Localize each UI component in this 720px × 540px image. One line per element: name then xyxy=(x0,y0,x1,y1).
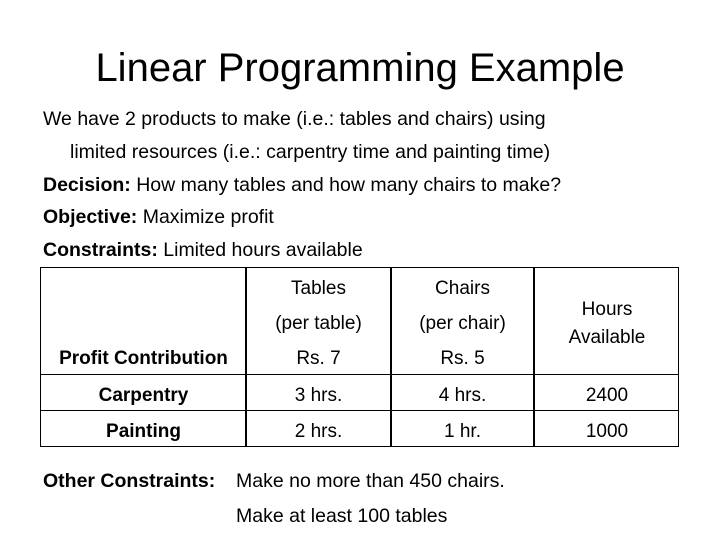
resource-table xyxy=(40,267,679,447)
cell-carpentry-chairs: 4 hrs. xyxy=(438,385,487,406)
header-hours: Hours xyxy=(581,299,633,320)
other-constraint-chairs: Make no more than 450 chairs. xyxy=(236,470,505,492)
row-label-painting: Painting xyxy=(106,421,181,442)
other-constraint-tables: Make at least 100 tables xyxy=(236,505,448,527)
cell-painting-hours: 1000 xyxy=(585,421,629,442)
row-label-carpentry: Carpentry xyxy=(98,385,189,406)
cell-carpentry-hours: 2400 xyxy=(585,385,629,406)
table-row-divider xyxy=(41,410,678,411)
decision-line xyxy=(43,172,703,205)
cell-painting-chairs: 1 hr. xyxy=(444,421,481,442)
objective-text: Maximize profit xyxy=(137,206,274,228)
decision-label: Decision: xyxy=(43,173,131,196)
decision-text: How many tables and how many chairs to make? xyxy=(130,173,562,196)
header-hours-available: Available xyxy=(568,327,646,348)
spacer xyxy=(43,499,236,534)
cell-carpentry-tables: 3 hrs. xyxy=(294,385,343,406)
intro-line-2: limited resources (i.e.: carpentry time and painting time) xyxy=(70,140,551,163)
constraints-text: Limited hours available xyxy=(157,238,363,261)
objective-line xyxy=(43,204,703,237)
table-row-divider xyxy=(41,374,678,375)
row-label-profit: Profit Contribution xyxy=(59,348,228,369)
cell-painting-tables: 2 hrs. xyxy=(294,421,343,442)
problem-description xyxy=(43,106,703,269)
other-constraints-label: Other Constraints: xyxy=(43,470,216,492)
header-chairs-unit: (per chair) xyxy=(419,313,506,334)
header-tables: Tables xyxy=(291,278,346,299)
slide-title: Linear Programming Example xyxy=(95,46,625,90)
intro-line-1: We have 2 products to make (i.e.: tables and chairs) using xyxy=(43,108,546,130)
cell-profit-tables: Rs. 7 xyxy=(296,348,341,369)
header-chairs: Chairs xyxy=(435,278,490,299)
other-constraints xyxy=(43,464,505,534)
objective-label: Objective: xyxy=(43,206,138,228)
constraints-label: Constraints: xyxy=(43,238,158,261)
header-tables-unit: (per table) xyxy=(275,313,362,334)
cell-profit-chairs: Rs. 5 xyxy=(440,348,485,369)
constraints-line xyxy=(43,237,703,270)
